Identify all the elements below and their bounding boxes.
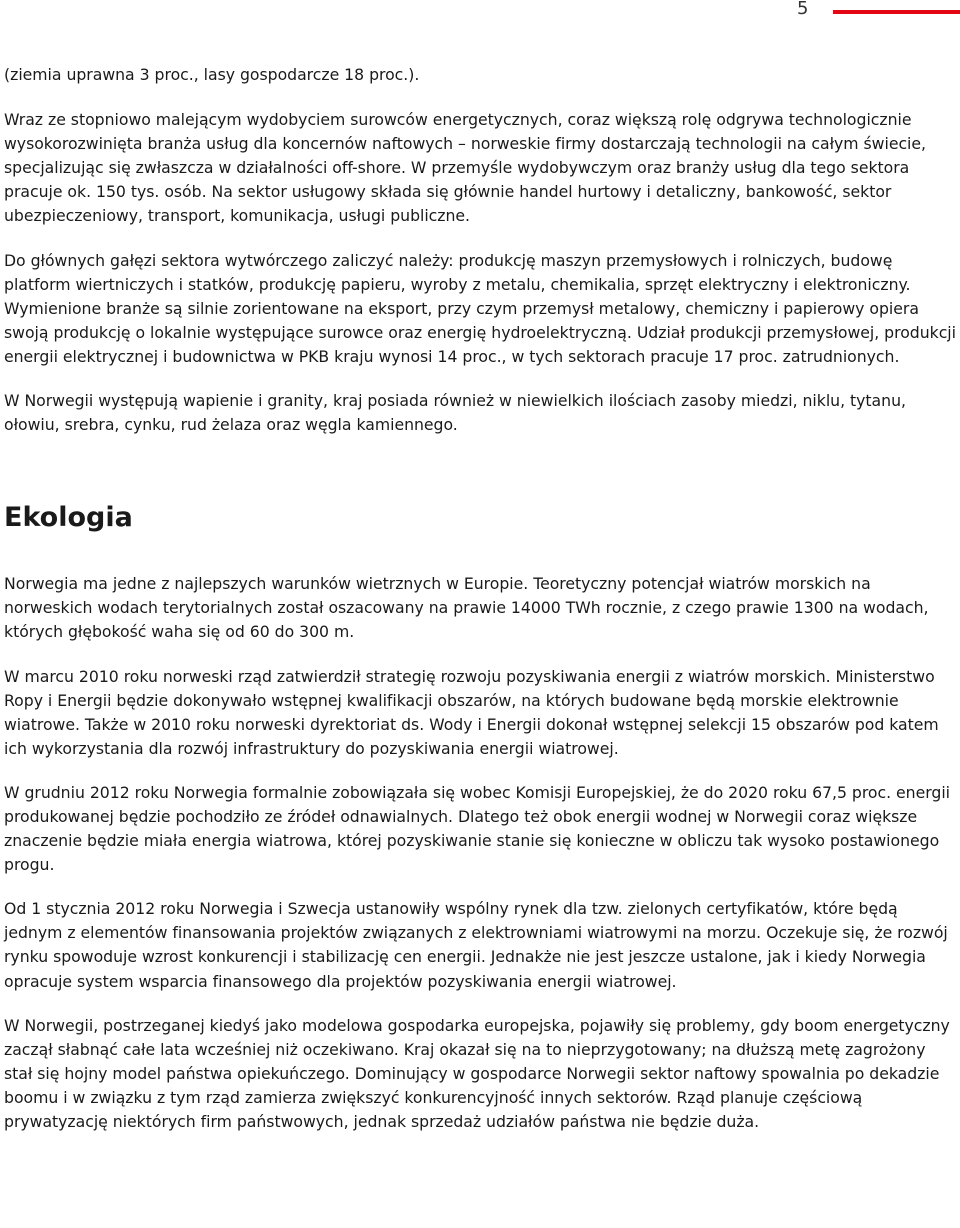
paragraph-economic-model: W Norwegii, postrzeganej kiedyś jako modelowa gospodarka europejska, pojawiły się problemy, gdy boom energetyczny zaczął słabnąć całe lata wcześniej niż oczekiwano. Kraj okazał się na to nieprzygotowany; na dłuższą metę zagrożony stał się hojny model państwa opiekuńczego. Dominujący w gospodarce Norwegii sektor naftowy spowalnia po dekadzie boomu i w związku z tym rząd zamierza zwiększyć konkurencyjność innych sektorów. Rząd planuje częściową prywatyzację niektórych firm państwowych, jednak sprzedaż udziałów państwa nie będzie duża. — [4, 1015, 950, 1131]
ecology-section — [4, 572, 958, 1134]
paragraph-mineral-resources: W Norwegii występują wapienie i granity, kraj posiada również w niewielkich ilościach zasoby miedzi, niklu, tytanu, ołowiu, srebra, cynku, rud żelaza oraz węgla kamiennego. — [4, 391, 906, 435]
paragraph-services-sector: Wraz ze stopniowo malejącym wydobyciem surowców energetycznych, coraz większą rolę odgrywa technologicznie wysokorozwinięta branża usług dla koncernów naftowych – norweskie firmy dostarczają technologii na całym świecie, specjalizując się zwłaszcza w działalności off-shore. W przemyśle wydobywczym oraz branży usług dla tego sektora pracuje ok. 150 tys. osób. Na sektor usługowy składa się głównie handel hurtowy i detaliczny, bankowość, sektor ubezpieczeniowy, transport, komunikacja, usługi publiczne. — [4, 110, 926, 226]
paragraph-land-use: (ziemia uprawna 3 proc., lasy gospodarcze 18 proc.). — [4, 65, 420, 84]
paragraph-green-certificates: Od 1 stycznia 2012 roku Norwegia i Szwecja ustanowiły wspólny rynek dla tzw. zielonych certyfikatów, które będą jednym z elementów finansowania projektów związanych z elektrowniami wiatrowymi na morzu. Oczekuje się, że rozwój rynku spowoduje wzrost konkurencji i stabilizację cen energii. Jednakże nie jest jeszcze ustalone, jak i kiedy Norwegia opracuje system wsparcia finansowego dla projektów pozyskiwania energii wiatrowej. — [4, 899, 948, 991]
section-heading-ecology: Ekologia — [4, 502, 133, 534]
paragraph-wind-potential: Norwegia ma jedne z najlepszych warunków wietrznych w Europie. Teoretyczny potencjał wiatrów morskich na norweskich wodach terytorialnych został oszacowany na prawie 14000 TWh rocznie, z czego prawie 1300 na wodach, których głębokość waha się od 60 do 300 m. — [4, 574, 929, 642]
paragraph-renewables-commitment: W grudniu 2012 roku Norwegia formalnie zobowiązała się wobec Komisji Europejskiej, że do 2020 roku 67,5 proc. energii produkowanej będzie pochodziło ze źródeł odnawialnych. Dlatego też obok energii wodnej w Norwegii coraz większe znaczenie będzie miała energia wiatrowa, której pozyskiwanie stanie się konieczne w obliczu tak wysoko postawionego progu. — [4, 782, 950, 875]
paragraph-manufacturing-sector: Do głównych gałęzi sektora wytwórczego zaliczyć należy: produkcję maszyn przemysłowych i rolniczych, budowę platform wiertniczych i statków, produkcję papieru, wyroby z metalu, chemikalia, sprzęt elektryczny i elektroniczny. Wymienione branże są silnie zorientowane na eksport, przy czym przemysł metalowy, chemiczny i papierowy opiera swoją produkcję o lokalnie występujące surowce oraz energię hydroelektryczną. Udział produkcji przemysłowej, produkcji energii elektrycznej i budownictwa w PKB kraju wynosi 14 proc., w tych sektorach pracuje 17 proc. zatrudnionych. — [4, 250, 956, 366]
header-accent-rule — [833, 10, 960, 14]
paragraph-wind-strategy: W marcu 2010 roku norweski rząd zatwierdził strategię rozwoju pozyskiwania energii z wiatrów morskich. Ministerstwo Ropy i Energii będzie dokonywało wstępnej kwalifikacji obszarów, na których budowane będą morskie elektrownie wiatrowe. Także w 2010 roku norweski dyrektoriat ds. Wody i Energii dokonał wstępnej selekcji 15 obszarów pod katem ich wykorzystania dla rozwój infrastruktury do pozyskiwania energii wiatrowej. — [4, 666, 939, 758]
page-number: 5 — [797, 0, 809, 19]
document-body — [4, 63, 958, 1154]
